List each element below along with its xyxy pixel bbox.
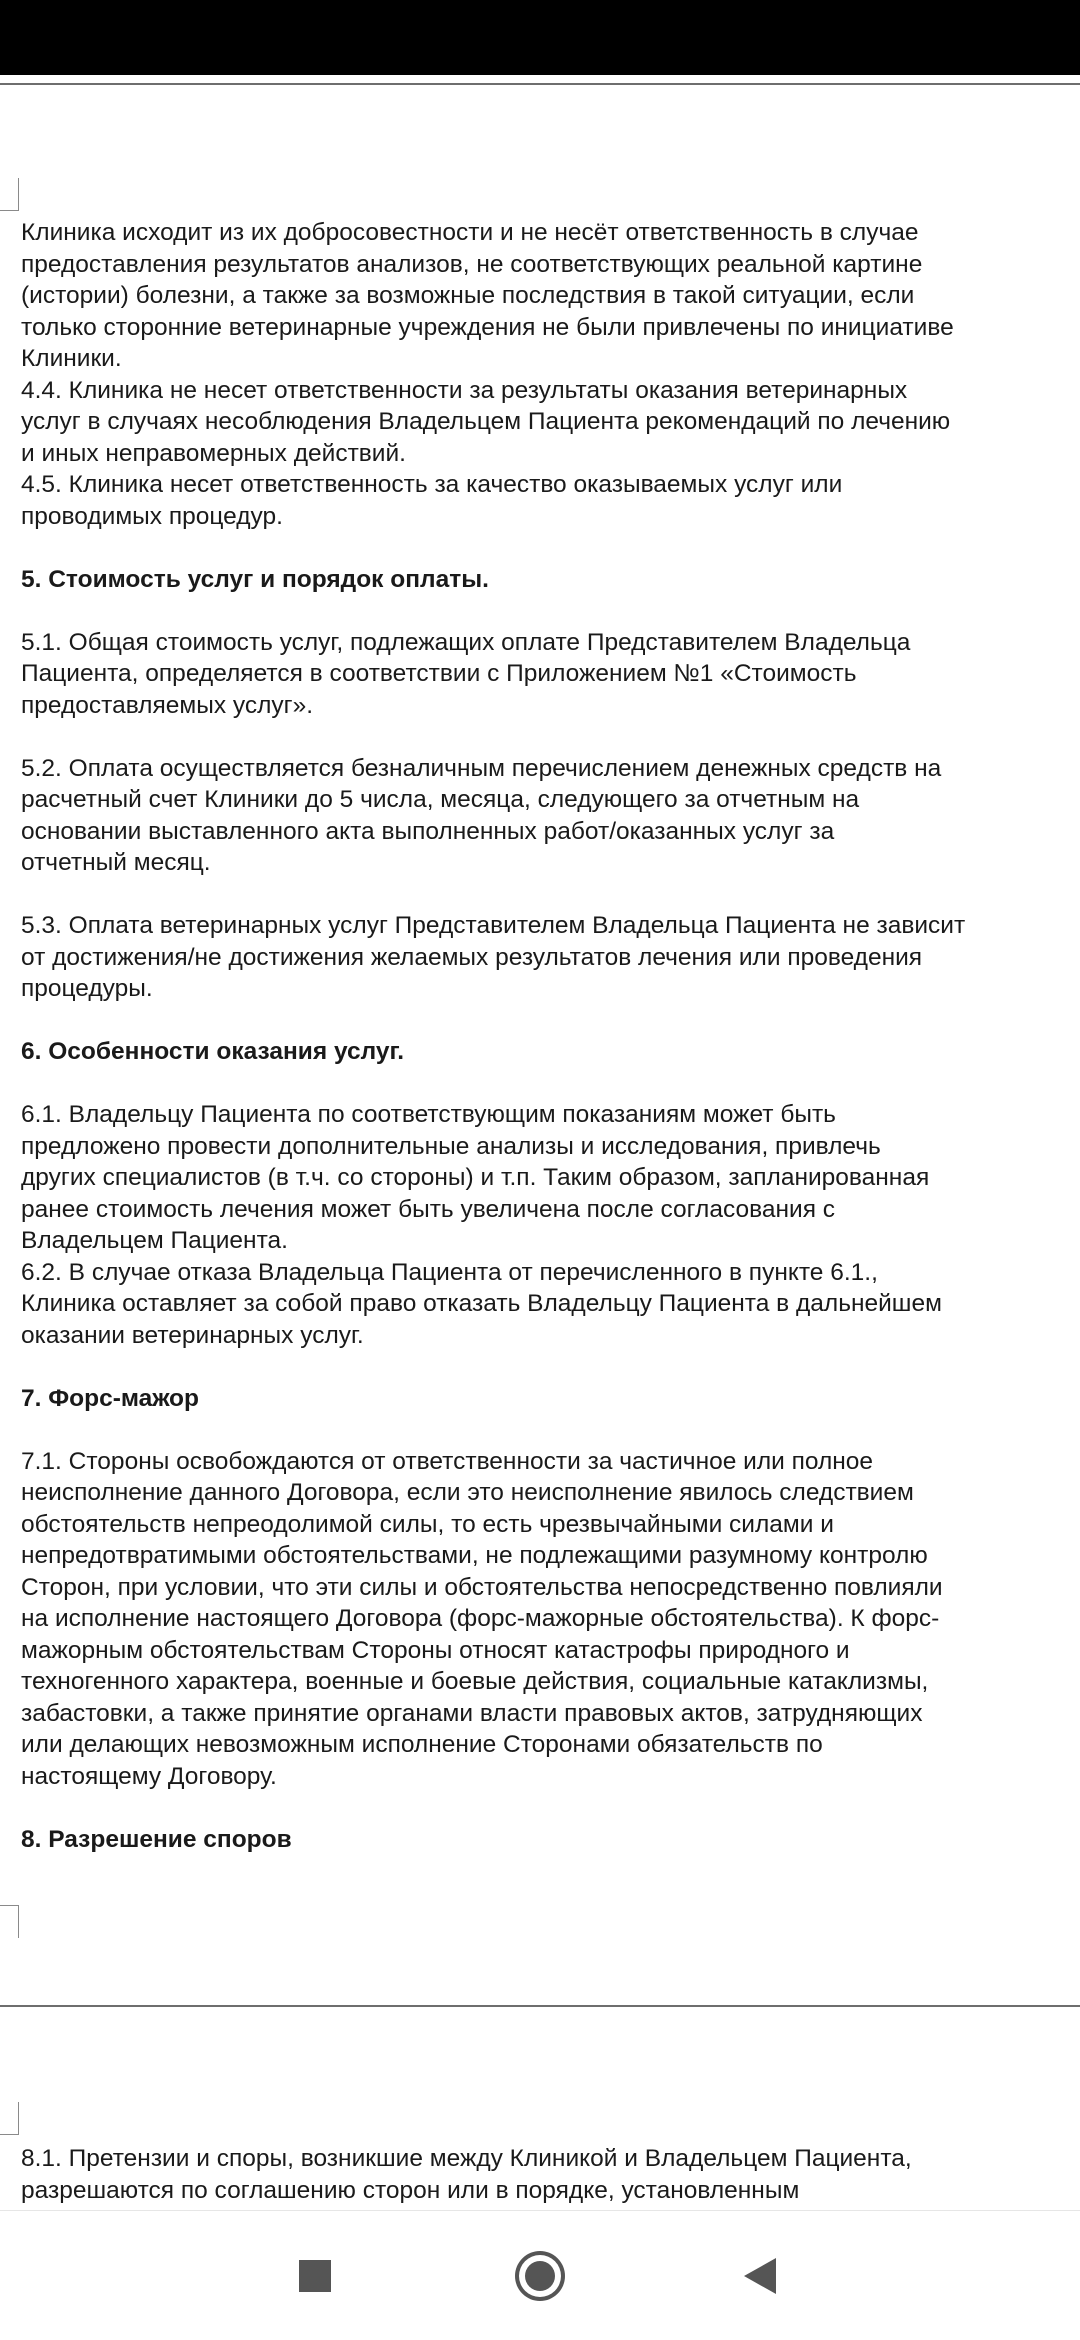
- recents-button[interactable]: [255, 2211, 375, 2340]
- text-line: расчетный счет Клиники до 5 числа, месяца, следующего за отчетным на: [21, 786, 860, 813]
- text-line: неисполнение данного Договора, если это неисполнение явилось следствием: [21, 1479, 914, 1506]
- text-line: Клиника исходит из их добросовестности и не несёт ответственность в случае: [21, 219, 919, 246]
- text-line: Владельцем Пациента.: [21, 1227, 288, 1254]
- text-line: и иных неправомерных действий.: [21, 439, 406, 467]
- text-line: Клиника оставляет за собой право отказать Владельцу Пациента в дальнейшем: [21, 1290, 942, 1317]
- text-line: Пациента, определяется в соответствии с Приложением №1 «Стоимость: [21, 660, 857, 687]
- text-line: на исполнение настоящего Договора (форс-мажорные обстоятельства). К форс-: [21, 1605, 940, 1632]
- text-line: от достижения/не достижения желаемых результатов лечения или проведения: [21, 943, 923, 971]
- text-line: настоящему Договору.: [21, 1762, 277, 1790]
- text-line: или делающих невозможным исполнение Сторонами обязательств по: [21, 1731, 823, 1758]
- text-line: разрешаются по соглашению сторон или в порядке, установленным: [21, 2176, 800, 2204]
- back-button[interactable]: [700, 2211, 820, 2340]
- section-heading: 6. Особенности оказания услуг.: [21, 1038, 405, 1065]
- square-icon: [299, 2260, 331, 2292]
- text-line: 6.1. Владельцу Пациента по соответствующим показаниям может быть: [21, 1101, 836, 1128]
- text-line: ранее стоимость лечения может быть увеличена после согласования с: [21, 1195, 836, 1223]
- text-line: предоставляемых услуг».: [21, 691, 314, 719]
- section-heading: 5. Стоимость услуг и порядок оплаты.: [21, 565, 489, 593]
- page-corner-mark: [0, 2102, 19, 2135]
- page-separator: [0, 2005, 1080, 2007]
- text-line: непредотвратимыми обстоятельствами, не подлежащими разумному контролю: [21, 1542, 928, 1569]
- text-line: Сторон, при условии, что эти силы и обстоятельства непосредственно повлияли: [21, 1573, 943, 1601]
- text-line: забастовки, а также принятие органами власти правовых актов, затрудняющих: [21, 1699, 923, 1727]
- text-line: 7.1. Стороны освобождаются от ответственности за частичное или полное: [21, 1447, 874, 1475]
- document-page[interactable]: [0, 2010, 1080, 2210]
- text-line: предложено провести дополнительные анализы и исследования, привлечь: [21, 1132, 881, 1160]
- text-line: процедуры.: [21, 975, 153, 1002]
- text-line: 8.1. Претензии и споры, возникшие между Клиникой и Владельцем Пациента,: [21, 2145, 912, 2172]
- navigation-bar: [0, 2210, 1080, 2340]
- text-line: мажорным обстоятельствам Стороны относят катастрофы природного и: [21, 1636, 850, 1664]
- document-page[interactable]: [0, 85, 1080, 2005]
- page-text: [21, 217, 1080, 1855]
- text-line: других специалистов (в т.ч. со стороны) и т.п. Таким образом, запланированная: [21, 1164, 930, 1191]
- page-text: [21, 2143, 1080, 2206]
- text-line: (истории) болезни, а также за возможные последствия в такой ситуации, если: [21, 282, 915, 309]
- back-triangle-icon: [744, 2258, 776, 2294]
- page-corner-mark: [0, 178, 19, 211]
- home-button[interactable]: [480, 2211, 600, 2340]
- text-line: услуг в случаях несоблюдения Владельцем Пациента рекомендаций по лечению: [21, 408, 951, 435]
- text-line: 5.2. Оплата осуществляется безналичным перечислением денежных средств на: [21, 754, 942, 782]
- circle-icon: [525, 2261, 555, 2291]
- text-line: 4.4. Клиника не несет ответственности за результаты оказания ветеринарных: [21, 376, 908, 404]
- text-line: 5.3. Оплата ветеринарных услуг Представителем Владельца Пациента не зависит: [21, 912, 966, 939]
- text-line: только сторонние ветеринарные учреждения не были привлечены по инициативе: [21, 313, 954, 341]
- page-corner-mark: [0, 1905, 19, 1938]
- text-line: 6.2. В случае отказа Владельца Пациента от перечисленного в пункте 6.1.,: [21, 1258, 878, 1286]
- text-line: техногенного характера, военные и боевые действия, социальные катаклизмы,: [21, 1668, 929, 1695]
- text-line: 5.1. Общая стоимость услуг, подлежащих оплате Представителем Владельца: [21, 628, 911, 656]
- text-line: Клиники.: [21, 345, 122, 372]
- text-line: проводимых процедур.: [21, 502, 283, 530]
- section-heading: 7. Форс-мажор: [21, 1384, 199, 1412]
- text-line: отчетный месяц.: [21, 849, 211, 876]
- status-bar: [0, 0, 1080, 75]
- text-line: оказании ветеринарных услуг.: [21, 1321, 364, 1349]
- text-line: основании выставленного акта выполненных работ/оказанных услуг за: [21, 817, 835, 845]
- text-line: предоставления результатов анализов, не соответствующих реальной картине: [21, 250, 923, 278]
- text-line: обстоятельств непреодолимой силы, то есть чрезвычайными силами и: [21, 1510, 834, 1538]
- text-line: 4.5. Клиника несет ответственность за качество оказываемых услуг или: [21, 471, 843, 498]
- section-heading: 8. Разрешение споров: [21, 1825, 292, 1853]
